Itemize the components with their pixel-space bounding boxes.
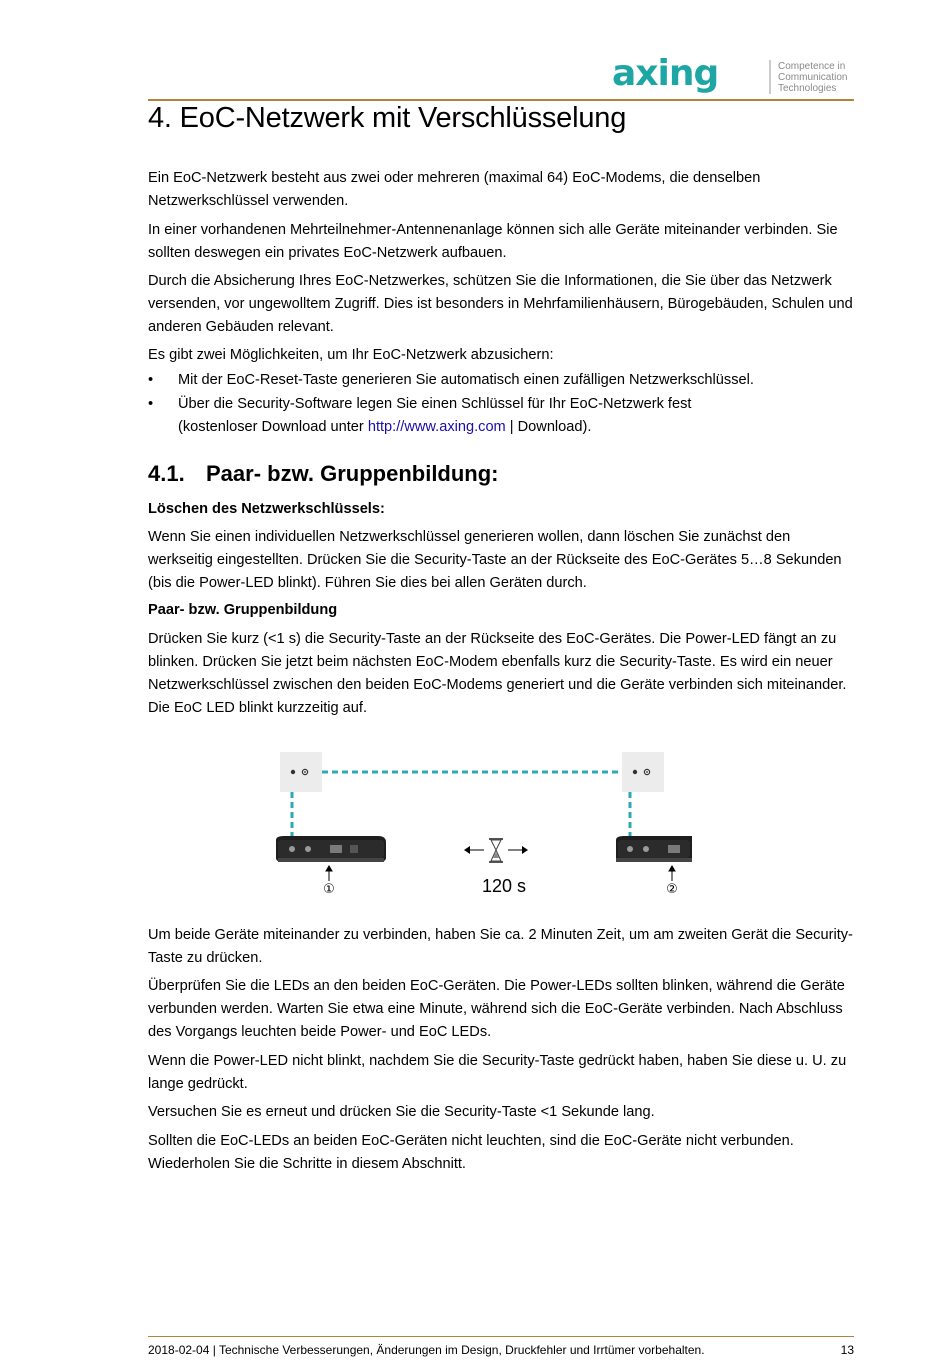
hourglass-icon bbox=[464, 838, 528, 863]
page-title: 4. EoC-Netzwerk mit Verschlüsselung bbox=[148, 102, 627, 134]
page-footer bbox=[148, 1342, 854, 1358]
footer-text: 2018-02-04 | Technische Verbesserungen, Änderungen im Design, Druckfehler und Irrtümer vorbehalten. bbox=[148, 1343, 705, 1357]
wall-socket-right bbox=[622, 752, 664, 792]
device-label-1: ① bbox=[323, 882, 335, 897]
axing-download-link[interactable]: http://www.axing.com bbox=[367, 419, 506, 435]
timer-label: 120 s bbox=[481, 876, 527, 896]
section-number: 4.1. bbox=[148, 461, 185, 486]
after-paragraph-4: Versuchen Sie es erneut und drücken Sie die Security-Taste <1 Sekunde lang. bbox=[148, 1104, 655, 1120]
intro-paragraph-1: Ein EoC-Netzwerk besteht aus zwei oder mehreren (maximal 64) EoC-Modems, die denselben Netzwerkschlüssel verwenden. bbox=[148, 170, 761, 209]
subheading-delete-key: Löschen des Netzwerkschlüssels: bbox=[148, 501, 385, 517]
bullet-dot: • bbox=[148, 396, 154, 412]
logo-tagline-2: Communication bbox=[778, 72, 848, 83]
bullet-text-line1: Über die Security-Software legen Sie einen Schlüssel für Ihr EoC-Netzwerk fest bbox=[178, 396, 692, 412]
section-title: Paar- bzw. Gruppenbildung: bbox=[206, 461, 499, 486]
after-paragraph-2: Überprüfen Sie die LEDs an den beiden EoC-Geräten. Die Power-LEDs sollten blinken, während die Geräte verbunden werden. Warten Sie etwa eine Minute, während sich die EoC-Geräte verbinden. Nach Abschluss des Vorgangs leuchten beide Power- und EoC LEDs. bbox=[148, 978, 845, 1040]
eoc-modem-right bbox=[616, 836, 692, 862]
intro-paragraph-3: Durch die Absicherung Ihres EoC-Netzwerkes, schützen Sie die Informationen, die Sie über das Netzwerk versenden, vor ungewolltem Zugriff. Dies ist besonders in Mehrfamilienhäusern, Bürogebäuden, Schulen und anderen Gebäuden relevant. bbox=[148, 273, 853, 335]
axing-logo bbox=[612, 58, 862, 98]
after-paragraph-3: Wenn die Power-LED nicht blinkt, nachdem Sie die Security-Taste gedrückt haben, haben Sie diese u. U. zu lange gedrückt. bbox=[148, 1053, 847, 1092]
logo-tagline-1: Competence in bbox=[778, 61, 846, 72]
intro-paragraph-4: Es gibt zwei Möglichkeiten, um Ihr EoC-Netzwerk abzusichern: bbox=[148, 347, 554, 363]
after-paragraph-5: Sollten die EoC-LEDs an beiden EoC-Geräten nicht leuchten, sind die EoC-Geräte nicht verbunden. Wiederholen Sie die Schritte in diesem Abschnitt. bbox=[148, 1133, 794, 1172]
pairing-diagram bbox=[272, 748, 692, 900]
logo-wordmark: axing bbox=[612, 58, 719, 94]
section-paragraph-2: Drücken Sie kurz (<1 s) die Security-Taste an der Rückseite des EoC-Gerätes. Die Power-LED fängt an zu blinken. Drücken Sie jetzt beim nächsten EoC-Modem ebenfalls kurz die Security-Taste. Es wird ein neuer Netzwerkschlüssel zwischen den beiden EoC-Modems generiert und die Geräte verbinden sich miteinander. Die EoC LED blinkt kurzzeitig auf. bbox=[148, 631, 847, 716]
device-label-2: ② bbox=[666, 882, 678, 897]
section-paragraph-1: Wenn Sie einen individuellen Netzwerkschlüssel generieren wollen, dann löschen Sie zunächst den werkseitig eingestellten. Drücken Sie die Security-Taste an der Rückseite des EoC-Gerätes 5…8 Sekunden (bis die Power-LED blinkt). Führen Sie dies bei allen Geräten durch. bbox=[148, 529, 842, 591]
bullet-text: Mit der EoC-Reset-Taste generieren Sie automatisch einen zufälligen Netzwerkschlüssel. bbox=[178, 372, 754, 388]
bullet-item-2 bbox=[148, 393, 854, 439]
page-number: 13 bbox=[840, 1343, 854, 1357]
subheading-pairing: Paar- bzw. Gruppenbildung bbox=[148, 602, 338, 618]
bullet-dot: • bbox=[148, 372, 154, 388]
bullet-text-pre: (kostenloser Download unter bbox=[178, 419, 368, 435]
coax-connection-line bbox=[292, 772, 630, 840]
footer-divider bbox=[148, 1336, 854, 1337]
after-paragraph-1: Um beide Geräte miteinander zu verbinden, haben Sie ca. 2 Minuten Zeit, um am zweiten Gerät die Security-Taste zu drücken. bbox=[148, 927, 853, 966]
wall-socket-left bbox=[280, 752, 322, 792]
intro-paragraph-2: In einer vorhandenen Mehrteilnehmer-Antennenanlage können sich alle Geräte miteinander verbinden. Sie sollten deswegen ein privates EoC-Netzwerk aufbauen. bbox=[148, 222, 838, 261]
logo-tagline-3: Technologies bbox=[778, 83, 837, 94]
section-heading bbox=[148, 461, 499, 487]
axing-logo-mark bbox=[612, 58, 862, 98]
bullet-text-post: | Download). bbox=[505, 419, 592, 435]
header-divider bbox=[148, 99, 854, 101]
bullet-text bbox=[178, 393, 854, 439]
eoc-modem-left bbox=[276, 836, 386, 862]
